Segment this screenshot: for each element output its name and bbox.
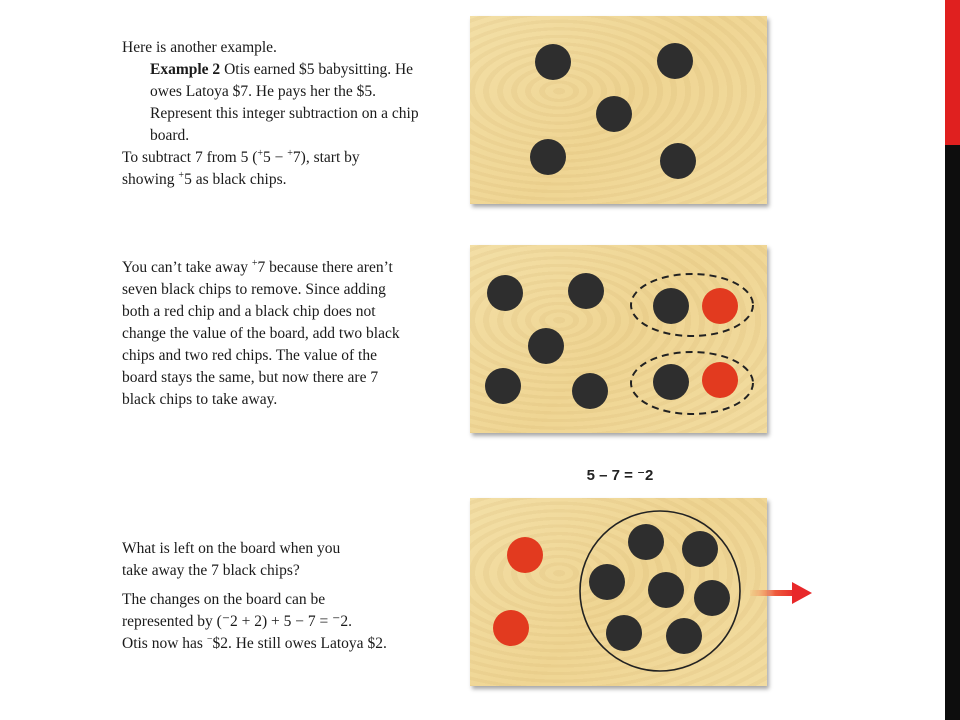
black-chip (606, 615, 642, 651)
instruction-part: showing (122, 171, 179, 188)
conclusion-part: Otis now has (122, 635, 207, 652)
chip-board-3-svg (470, 498, 767, 686)
subtract-instruction (122, 147, 452, 169)
instruction-part: 5 − (263, 149, 288, 166)
red-chip (507, 537, 543, 573)
sign-sup: + (178, 170, 185, 181)
chip-board-1-svg (470, 16, 767, 204)
example-label: Example 2 (150, 61, 221, 78)
sign-sup: + (287, 148, 293, 159)
black-chip (666, 618, 702, 654)
sign-sup: + (251, 258, 258, 269)
example-intro-text (122, 37, 452, 191)
show-instruction (122, 169, 452, 191)
black-chip (530, 139, 566, 175)
paragraph-part: You can’t take away (122, 259, 252, 276)
black-chip (485, 368, 521, 404)
chip-board-3 (470, 498, 767, 686)
equation-label: 5 – 7 = ⁻2 (586, 467, 654, 484)
black-chip (487, 275, 523, 311)
conclusion-part: $2. He still owes Latoya $2. (212, 635, 387, 652)
black-chip (528, 328, 564, 364)
black-chip (589, 564, 625, 600)
zero-pair-explanation (122, 257, 414, 411)
black-chip (628, 524, 664, 560)
red-chip (702, 362, 738, 398)
question-line: take away the 7 black chips? (122, 562, 300, 579)
black-chip (653, 364, 689, 400)
remove-arrow-icon (748, 580, 814, 606)
black-chip (648, 572, 684, 608)
question-line: What is left on the board when you (122, 540, 341, 557)
paragraph-part: 7 because there aren’t seven black chips to remove. Since adding both a red chip and a black chip does not change the value of the board, add two black chips and two red chips. The value of the board stays the same, but now there are 7 black chips to take away. (122, 259, 400, 408)
chip-board-1 (470, 16, 767, 204)
sign-sup: + (257, 148, 264, 159)
black-chip (694, 580, 730, 616)
instruction-part: 5 as black chips. (184, 171, 287, 188)
intro-line: Here is another example. (122, 39, 277, 56)
conclusion-line: represented by (⁻2 + 2) + 5 − 7 = ⁻2. (122, 613, 352, 630)
conclusion-line: The changes on the board can be (122, 591, 326, 608)
instruction-part: To subtract 7 from 5 ( (122, 149, 258, 166)
instruction-part: 7), start by (292, 149, 360, 166)
black-chip (568, 273, 604, 309)
example-paragraph (122, 59, 440, 147)
zero-pair-paragraph (122, 257, 414, 411)
red-chip (702, 288, 738, 324)
black-chip (682, 531, 718, 567)
result-text (122, 538, 452, 655)
sign-sup: − (206, 634, 213, 645)
conclusion-line (122, 633, 452, 655)
red-chip (493, 610, 529, 646)
chip-board-2-svg (470, 245, 767, 433)
black-chip (572, 373, 608, 409)
slide-edge-accent (945, 0, 960, 145)
black-chip (535, 44, 571, 80)
black-chip (657, 43, 693, 79)
black-chip (596, 96, 632, 132)
black-chip (653, 288, 689, 324)
example-text: Otis earned $5 babysitting. He owes Latoya $7. He pays her the $5. Represent this integer subtraction on a chip board. (150, 61, 419, 144)
black-chip (660, 143, 696, 179)
chip-board-2 (470, 245, 767, 433)
